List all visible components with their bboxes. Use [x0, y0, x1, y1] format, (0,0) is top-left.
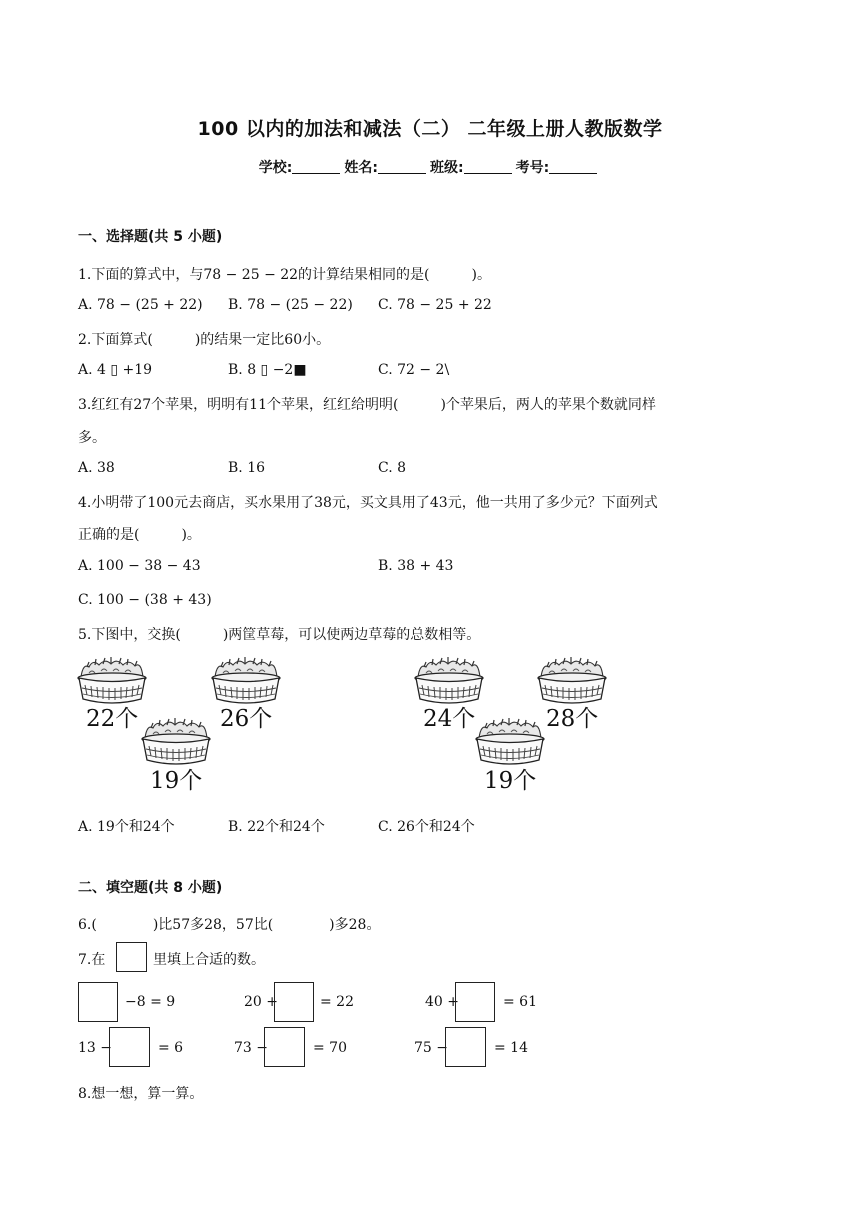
question-8: 8.想一想，算一算。 [78, 1086, 204, 1102]
sample-answer-box [116, 942, 147, 972]
basket-count-label: 19个 [484, 768, 537, 794]
q4-option-a[interactable]: A. 100 − 38 − 43 [78, 558, 201, 574]
eq-r1-3-head: 40 + [425, 994, 459, 1010]
name-label: 姓名: [344, 160, 378, 176]
class-label: 班级: [430, 160, 464, 176]
class-blank[interactable] [464, 159, 512, 174]
answer-box-r1-1[interactable] [78, 982, 118, 1022]
answer-box-r2-1[interactable] [109, 1027, 150, 1067]
eq-r1-2-head: 20 + [244, 994, 278, 1010]
q2-option-c[interactable]: C. 72 − 2\ [378, 362, 450, 378]
question-1: 1.下面的算式中，与78 − 25 − 22的计算结果相同的是( )。 [78, 267, 491, 283]
basket-count-label: 26个 [220, 706, 273, 732]
q3-option-c[interactable]: C. 8 [378, 460, 407, 476]
basket-count-label: 28个 [546, 706, 599, 732]
q4-option-b[interactable]: B. 38 + 43 [378, 558, 454, 574]
school-blank[interactable] [292, 159, 340, 174]
school-label: 学校: [258, 160, 293, 176]
q5-option-a[interactable]: A. 19个和24个 [78, 819, 175, 835]
eq-r2-3-head: 75 − [414, 1040, 448, 1056]
page-title: 100 以内的加法和减法（二） 二年级上册人教版数学 [197, 118, 663, 140]
question-4-line1: 4.小明带了100元去商店，买水果用了38元，买文具用了43元，他一共用了多少元？下面列式 [78, 495, 658, 511]
q5-option-b[interactable]: B. 22个和24个 [228, 819, 325, 835]
question-6: 6.( )比57多28，57比( )多28。 [78, 917, 381, 933]
strawberry-basket-icon [141, 716, 213, 768]
question-5: 5.下图中，交换( )两筐草莓，可以使两边草莓的总数相等。 [78, 627, 481, 643]
q4-option-c[interactable]: C. 100 − (38 + 43) [78, 592, 212, 608]
strawberry-basket-icon [475, 716, 547, 768]
question-3-line2: 多。 [78, 430, 106, 446]
question-3-line1: 3.红红有27个苹果，明明有11个苹果，红红给明明( )个苹果后，两人的苹果个数就同样 [78, 397, 656, 413]
id-blank[interactable] [549, 159, 597, 174]
basket-count-label: 22个 [86, 706, 139, 732]
student-info-line [0, 157, 860, 177]
eq-r2-2-head: 73 − [234, 1040, 268, 1056]
answer-box-r2-3[interactable] [445, 1027, 486, 1067]
question-7-suffix: 里填上合适的数。 [153, 952, 265, 968]
eq-r2-2-tail: = 70 [313, 1040, 347, 1056]
name-blank[interactable] [378, 159, 426, 174]
q1-option-b[interactable]: B. 78 − (25 − 22) [228, 297, 353, 313]
basket-count-label: 24个 [423, 706, 476, 732]
id-label: 考号: [515, 160, 550, 176]
answer-box-r2-2[interactable] [264, 1027, 305, 1067]
question-4-line2: 正确的是( )。 [78, 527, 201, 543]
q5-option-c[interactable]: C. 26个和24个 [378, 819, 475, 835]
eq-r1-1-tail: −8 = 9 [125, 994, 176, 1010]
q3-option-a[interactable]: A. 38 [78, 460, 115, 476]
q1-option-c[interactable]: C. 78 − 25 + 22 [378, 297, 492, 313]
answer-box-r1-3[interactable] [455, 982, 495, 1022]
q1-option-a[interactable]: A. 78 − (25 + 22) [78, 297, 203, 313]
question-2: 2.下面算式( )的结果一定比60小。 [78, 332, 331, 348]
eq-r2-1-head: 13 − [78, 1040, 112, 1056]
q3-option-b[interactable]: B. 16 [228, 460, 266, 476]
question-7-prefix: 7.在 [78, 952, 106, 968]
q2-option-b[interactable]: B. 8 ▯ −2■ [228, 362, 307, 378]
eq-r2-3-tail: = 14 [494, 1040, 528, 1056]
section-heading-fill: 二、填空题(共 8 小题) [78, 880, 223, 896]
eq-r1-3-tail: = 61 [503, 994, 537, 1010]
q2-option-a[interactable]: A. 4 ▯ +19 [78, 362, 153, 378]
section-heading-choice: 一、选择题(共 5 小题) [78, 229, 223, 245]
eq-r2-1-tail: = 6 [158, 1040, 184, 1056]
answer-box-r1-2[interactable] [274, 982, 314, 1022]
eq-r1-2-tail: = 22 [320, 994, 354, 1010]
basket-count-label: 19个 [150, 768, 203, 794]
